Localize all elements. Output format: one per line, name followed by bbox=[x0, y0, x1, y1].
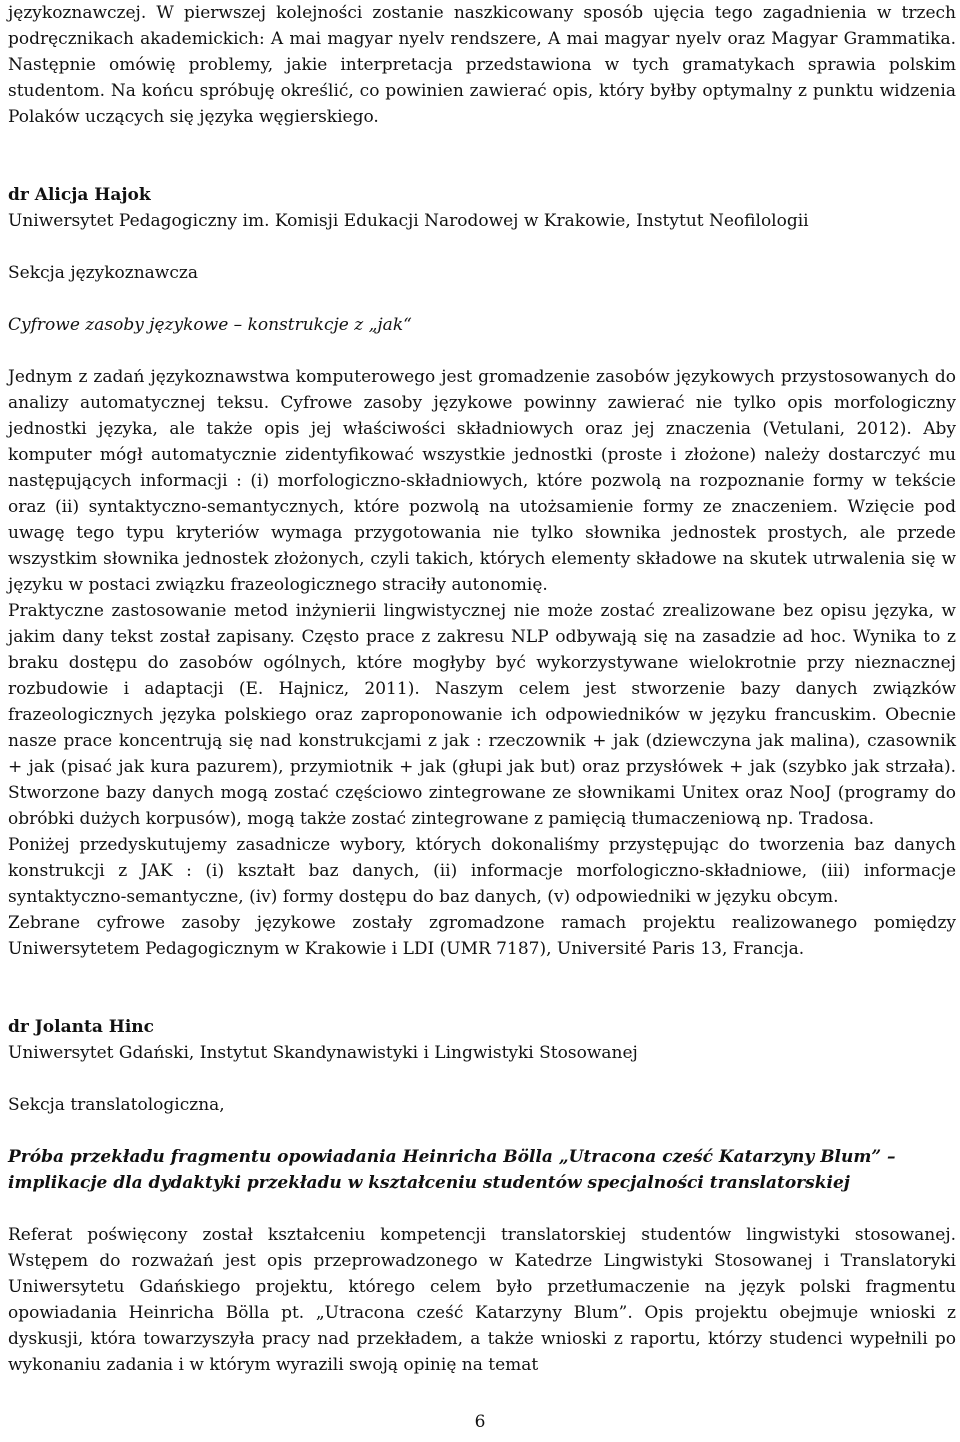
abstract-paragraph: Jednym z zadań językoznawstwa komputerowego jest gromadzenie zasobów językowych przystosowanych do analizy automatycznej teksu. Cyfrowe zasoby językowe powinny zawierać nie tylko opis morfologiczny jednostki języka, ale także opis jej właściwości składniowych oraz jej znaczenia (Vetulani, 2012). Aby komputer mógł automatycznie zidentyfikować wszystkie jednostki (proste i złożone) należy dostarczyć mu następujących informacji : (i) morfologiczno-składniowych, które pozwolą na rozpoznanie formy w tekście oraz (ii) syntaktyczno-semantycznych, które pozwolą na utożsamienie formy ze znaczeniem. Wzięcie pod uwagę tego typu kryteriów wymaga przygotowania nie tylko słownika jednostek prostych, ale przede wszystkim słownika jednostek złożonych, czyli takich, których elementy składowe na skutek utrwalenia się w języku w postaci związku frazeologicznego straciły autonomię. bbox=[8, 367, 956, 595]
abstract-title: Próba przekładu fragmentu opowiadania Heinricha Bölla „Utracona cześć Katarzyny Blum” – implikacje dla dydaktyki przekładu w kształceniu studentów specjalności translatorskiej bbox=[8, 1147, 896, 1193]
abstract-paragraph: Referat poświęcony został kształceniu kompetencji translatorskiej studentów lingwistyki stosowanej. Wstępem do rozważań jest opis przeprowadzonego w Katedrze Lingwistyki Stosowanej i Translatoryki Uniwersytetu Gdańskiego projektu, którego celem było przetłumaczenie na język polski fragmentu opowiadania Heinricha Bölla pt. „Utracona cześć Katarzyny Blum”. Opis projektu obejmuje wnioski z dyskusji, która towarzyszyła pracy nad przekładem, a także wnioski z raportu, którzy studenci wypełnili po wykonaniu zadania i w którym wyrazili swoją opinię na temat bbox=[8, 1225, 956, 1375]
intro-paragraph: językoznawczej. W pierwszej kolejności zostanie naszkicowany sposób ujęcia tego zagadnienia w trzech podręcznikach akademickich: A mai magyar nyelv rendszere, A mai magyar nyelv oraz Magyar Grammatika. Następnie omówię problemy, jakie interpretacja przedstawiona w tych gramatykach sprawia polskim studentom. Na końcu spróbuję określić, co powinien zawierać opis, który byłby optymalny z punktu widzenia Polaków uczących się języka węgierskiego. bbox=[8, 3, 956, 127]
author-affiliation: Uniwersytet Gdański, Instytut Skandynawistyki i Lingwistyki Stosowanej bbox=[8, 1043, 638, 1063]
document-page bbox=[8, 0, 956, 1378]
abstract-paragraph: Poniżej przedyskutujemy zasadnicze wybory, których dokonaliśmy przystępując do tworzenia baz danych konstrukcji z JAK : (i) kształt baz danych, (ii) informacje morfologiczno-składniowe, (iii) informacje syntaktyczno-semantyczne, (iv) formy dostępu do baz danych, (v) odpowiedniki w języku obcym. bbox=[8, 835, 956, 907]
section-name: Sekcja językoznawcza bbox=[8, 263, 198, 283]
page-number: 6 bbox=[474, 1412, 486, 1432]
author-name: dr Jolanta Hinc bbox=[8, 1017, 154, 1037]
abstract-title: Cyfrowe zasoby językowe – konstrukcje z „jak“ bbox=[8, 315, 412, 335]
abstract-hinc bbox=[8, 1014, 956, 1378]
abstract-paragraph: Praktyczne zastosowanie metod inżynierii lingwistycznej nie może zostać zrealizowane bez opisu języka, w jakim dany tekst został zapisany. Często prace z zakresu NLP odbywają się na zasadzie ad hoc. Wynika to z braku dostępu do zasobów ogólnych, które mogłyby być wykorzystywane wielokrotnie przy nieznacznej rozbudowie i adaptacji (E. Hajnicz, 2011). Naszym celem jest stworzenie bazy danych związków frazeologicznych języka polskiego oraz zaproponowanie ich odpowiedników w języku francuskim. Obecnie nasze prace koncentrują się nad konstrukcjami z jak : rzeczownik + jak (dziewczyna jak malina), czasownik + jak (pisać jak kura pazurem), przymiotnik + jak (głupi jak but) oraz przysłówek + jak (szybko jak strzała). Stworzone bazy danych mogą zostać częściowo zintegrowane ze słownikami Unitex oraz NooJ (programy do obróbki dużych korpusów), mogą także zostać zintegrowane z pamięcią tłumaczeniową np. Tradosa. bbox=[8, 601, 956, 829]
author-name: dr Alicja Hajok bbox=[8, 185, 151, 205]
abstract-paragraph: Zebrane cyfrowe zasoby językowe zostały zgromadzone ramach projektu realizowanego pomiędzy Uniwersytetem Pedagogicznym w Krakowie i LDI (UMR 7187), Université Paris 13, Francja. bbox=[8, 913, 956, 959]
abstract-hajok bbox=[8, 182, 956, 962]
author-affiliation: Uniwersytet Pedagogiczny im. Komisji Edukacji Narodowej w Krakowie, Instytut Neofilologii bbox=[8, 211, 809, 231]
section-name: Sekcja translatologiczna, bbox=[8, 1095, 225, 1115]
spacer bbox=[8, 130, 956, 182]
